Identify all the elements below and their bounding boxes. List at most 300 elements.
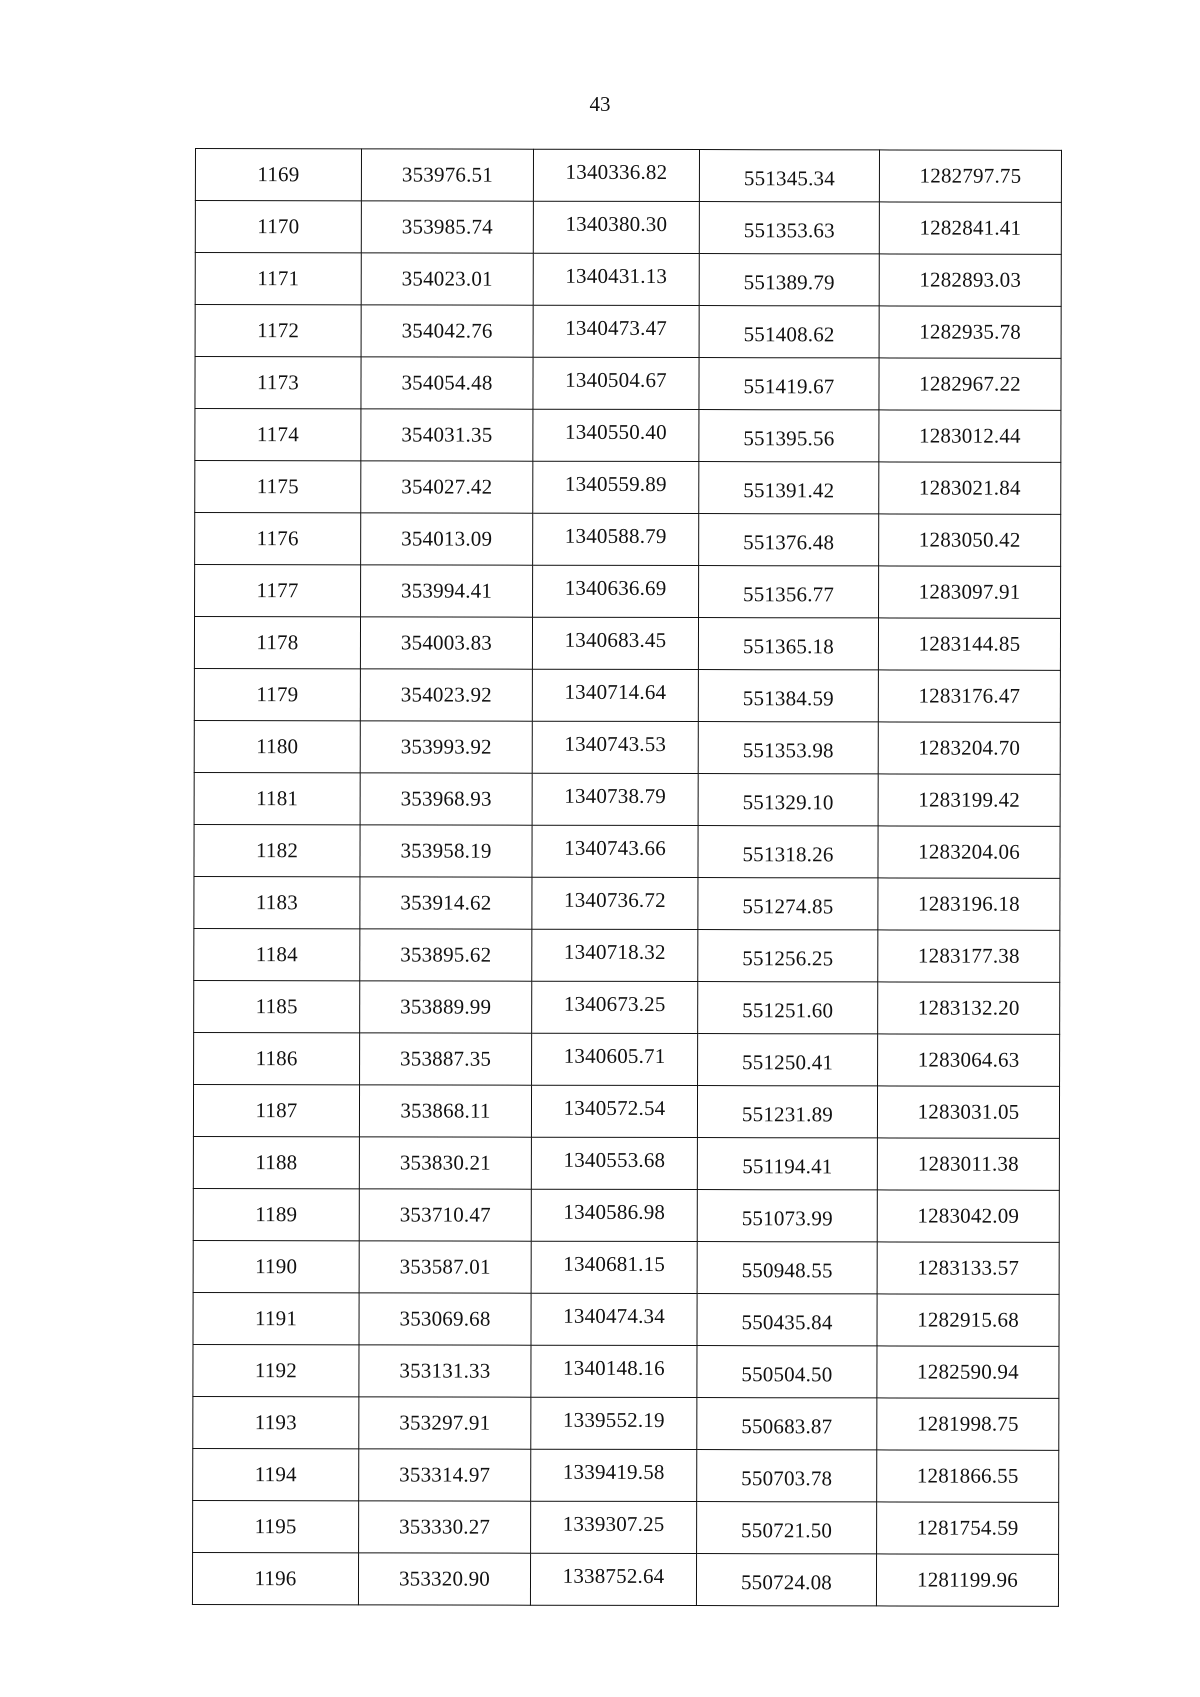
cell-x-coordinate-a bbox=[361, 461, 533, 513]
cell-y-coordinate-b bbox=[877, 1450, 1059, 1502]
cell-text: 1178 bbox=[256, 630, 299, 655]
cell-y-coordinate-b bbox=[877, 1398, 1059, 1450]
cell-text: 1340474.34 bbox=[563, 1303, 665, 1328]
cell-text: 1282935.78 bbox=[919, 319, 1022, 344]
table-row bbox=[193, 1292, 1059, 1346]
cell-x-coordinate-a bbox=[359, 1345, 531, 1397]
cell-text: 551274.85 bbox=[742, 894, 834, 919]
cell-x-coordinate-b bbox=[698, 1034, 878, 1086]
cell-point-id bbox=[193, 1344, 359, 1396]
cell-y-coordinate-b bbox=[877, 1294, 1059, 1346]
cell-text: 1176 bbox=[256, 526, 299, 551]
cell-text: 1184 bbox=[255, 942, 298, 967]
cell-text: 1340586.98 bbox=[563, 1199, 666, 1224]
cell-x-coordinate-b bbox=[699, 358, 879, 410]
cell-point-id bbox=[195, 201, 361, 253]
cell-text: 1340588.79 bbox=[564, 523, 667, 548]
cell-point-id bbox=[195, 305, 361, 357]
cell-y-coordinate-a bbox=[533, 513, 699, 565]
cell-text: 550724.08 bbox=[740, 1570, 833, 1595]
cell-text: 551389.79 bbox=[743, 270, 835, 295]
cell-text: 1340473.47 bbox=[565, 315, 668, 340]
cell-y-coordinate-b bbox=[878, 722, 1060, 774]
cell-text: 353320.90 bbox=[398, 1566, 491, 1591]
cell-text: 551391.42 bbox=[743, 478, 835, 503]
cell-y-coordinate-b bbox=[879, 150, 1061, 202]
cell-y-coordinate-b bbox=[877, 1242, 1059, 1294]
cell-y-coordinate-b bbox=[877, 1086, 1059, 1138]
cell-y-coordinate-a bbox=[533, 149, 699, 201]
cell-point-id bbox=[194, 824, 360, 876]
cell-x-coordinate-b bbox=[699, 306, 879, 358]
table-row bbox=[193, 1084, 1059, 1138]
cell-point-id bbox=[193, 1240, 359, 1292]
cell-text: 1340681.15 bbox=[563, 1251, 666, 1276]
table-row bbox=[194, 772, 1060, 826]
cell-x-coordinate-b bbox=[699, 254, 879, 306]
cell-text: 353914.62 bbox=[400, 890, 492, 915]
table-row bbox=[193, 1188, 1059, 1242]
cell-text: 1340605.71 bbox=[563, 1043, 666, 1068]
cell-y-coordinate-b bbox=[878, 930, 1060, 982]
cell-y-coordinate-a bbox=[533, 253, 699, 305]
cell-text: 550948.55 bbox=[741, 1258, 833, 1283]
cell-y-coordinate-a bbox=[530, 1553, 696, 1605]
cell-x-coordinate-b bbox=[699, 150, 879, 202]
cell-text: 1340683.45 bbox=[564, 627, 667, 652]
cell-text: 1175 bbox=[256, 474, 299, 499]
cell-point-id bbox=[194, 876, 360, 928]
cell-text: 354023.01 bbox=[401, 266, 493, 291]
cell-text: 551318.26 bbox=[742, 842, 834, 867]
cell-text: 1186 bbox=[255, 1046, 298, 1071]
cell-text: 1173 bbox=[256, 370, 300, 395]
cell-text: 353069.68 bbox=[399, 1306, 491, 1331]
cell-text: 1188 bbox=[255, 1150, 298, 1175]
cell-y-coordinate-b bbox=[879, 254, 1061, 306]
cell-text: 551395.56 bbox=[743, 426, 835, 451]
cell-x-coordinate-b bbox=[698, 670, 878, 722]
cell-text: 1281754.59 bbox=[916, 1515, 1019, 1540]
cell-x-coordinate-b bbox=[699, 566, 879, 618]
cell-x-coordinate-b bbox=[697, 1242, 877, 1294]
cell-text: 1193 bbox=[254, 1410, 297, 1435]
cell-text: 1283176.47 bbox=[918, 683, 1021, 708]
cell-text: 550703.78 bbox=[741, 1466, 833, 1491]
cell-text: 1282893.03 bbox=[919, 267, 1022, 292]
cell-text: 353976.51 bbox=[401, 162, 494, 187]
cell-y-coordinate-b bbox=[879, 358, 1061, 410]
table-row bbox=[193, 1500, 1059, 1554]
cell-x-coordinate-a bbox=[359, 1293, 531, 1345]
table-row bbox=[195, 253, 1061, 307]
cell-y-coordinate-a bbox=[532, 929, 698, 981]
cell-text: 353587.01 bbox=[399, 1254, 491, 1279]
coordinate-table-container bbox=[192, 148, 1061, 1607]
cell-text: 1283011.38 bbox=[917, 1151, 1019, 1176]
table-row bbox=[195, 513, 1061, 567]
cell-text: 1192 bbox=[254, 1358, 297, 1383]
cell-text: 1340736.72 bbox=[564, 887, 666, 912]
cell-x-coordinate-b bbox=[698, 722, 878, 774]
cell-text: 1340743.66 bbox=[564, 835, 666, 860]
cell-y-coordinate-b bbox=[878, 982, 1060, 1034]
cell-x-coordinate-a bbox=[361, 513, 533, 565]
cell-y-coordinate-a bbox=[533, 201, 699, 253]
cell-text: 353330.27 bbox=[399, 1514, 491, 1539]
cell-x-coordinate-b bbox=[697, 1398, 877, 1450]
cell-x-coordinate-a bbox=[361, 357, 533, 409]
cell-y-coordinate-a bbox=[532, 877, 698, 929]
cell-point-id bbox=[195, 253, 361, 305]
cell-x-coordinate-a bbox=[359, 1085, 531, 1137]
cell-x-coordinate-a bbox=[359, 1189, 531, 1241]
cell-text: 1340559.89 bbox=[564, 471, 667, 496]
cell-text: 1190 bbox=[255, 1254, 298, 1279]
cell-point-id bbox=[195, 357, 361, 409]
cell-text: 1282590.94 bbox=[917, 1359, 1019, 1384]
cell-y-coordinate-b bbox=[878, 670, 1060, 722]
cell-text: 1174 bbox=[256, 422, 299, 447]
cell-text: 353968.93 bbox=[400, 786, 492, 811]
cell-text: 1339552.19 bbox=[562, 1407, 665, 1432]
cell-y-coordinate-b bbox=[877, 1502, 1059, 1554]
cell-text: 551231.89 bbox=[741, 1102, 834, 1127]
cell-text: 1281866.55 bbox=[916, 1463, 1019, 1488]
cell-text: 1283204.06 bbox=[918, 839, 1020, 864]
cell-text: 1196 bbox=[254, 1566, 297, 1591]
cell-point-id bbox=[194, 772, 360, 824]
cell-x-coordinate-a bbox=[360, 877, 532, 929]
cell-text: 1340550.40 bbox=[565, 419, 667, 444]
cell-x-coordinate-b bbox=[698, 878, 878, 930]
cell-text: 1340714.64 bbox=[564, 679, 667, 704]
cell-x-coordinate-b bbox=[698, 618, 878, 670]
cell-text: 551194.41 bbox=[742, 1154, 833, 1179]
cell-point-id bbox=[195, 149, 361, 201]
cell-text: 550504.50 bbox=[741, 1362, 833, 1387]
cell-text: 353710.47 bbox=[399, 1202, 491, 1227]
cell-point-id bbox=[193, 1500, 359, 1552]
cell-x-coordinate-b bbox=[699, 202, 879, 254]
cell-text: 1177 bbox=[256, 578, 299, 603]
cell-text: 1282797.75 bbox=[919, 163, 1022, 188]
cell-text: 551073.99 bbox=[741, 1206, 833, 1231]
cell-text: 1340431.13 bbox=[565, 263, 668, 288]
cell-text: 1283064.63 bbox=[917, 1047, 1020, 1072]
cell-text: 1339307.25 bbox=[562, 1511, 665, 1536]
cell-text: 1340738.79 bbox=[564, 783, 667, 808]
cell-y-coordinate-a bbox=[531, 1397, 697, 1449]
cell-y-coordinate-b bbox=[879, 410, 1061, 462]
cell-text: 1283144.85 bbox=[918, 631, 1021, 656]
cell-text: 354042.76 bbox=[401, 318, 493, 343]
table-row bbox=[194, 720, 1060, 774]
cell-point-id bbox=[194, 668, 360, 720]
cell-text: 353895.62 bbox=[400, 942, 492, 967]
cell-x-coordinate-a bbox=[361, 201, 533, 253]
cell-text: 353868.11 bbox=[400, 1098, 491, 1123]
cell-text: 550435.84 bbox=[741, 1310, 833, 1335]
cell-text: 1179 bbox=[256, 682, 299, 707]
cell-text: 1340572.54 bbox=[563, 1095, 666, 1120]
cell-text: 1182 bbox=[255, 838, 299, 863]
cell-text: 1283204.70 bbox=[918, 735, 1021, 760]
cell-y-coordinate-a bbox=[531, 1293, 697, 1345]
cell-y-coordinate-b bbox=[878, 618, 1060, 670]
cell-x-coordinate-a bbox=[360, 617, 532, 669]
cell-text: 1283012.44 bbox=[918, 423, 1021, 448]
table-row bbox=[193, 1344, 1059, 1398]
page-number: 43 bbox=[589, 92, 611, 116]
table-row bbox=[195, 305, 1061, 359]
cell-text: 1283097.91 bbox=[918, 579, 1021, 604]
cell-text: 1283196.18 bbox=[918, 891, 1020, 916]
cell-x-coordinate-b bbox=[696, 1554, 876, 1606]
table-row bbox=[192, 1552, 1058, 1606]
table-row bbox=[194, 980, 1060, 1034]
cell-text: 551356.77 bbox=[743, 582, 835, 607]
cell-text: 353314.97 bbox=[399, 1462, 491, 1487]
cell-y-coordinate-b bbox=[878, 774, 1060, 826]
cell-point-id bbox=[194, 1032, 360, 1084]
cell-text: 353887.35 bbox=[400, 1046, 492, 1071]
cell-y-coordinate-b bbox=[877, 1138, 1059, 1190]
cell-text: 551353.98 bbox=[742, 738, 834, 763]
cell-x-coordinate-a bbox=[361, 149, 533, 201]
cell-x-coordinate-a bbox=[361, 253, 533, 305]
cell-text: 1340743.53 bbox=[564, 731, 667, 756]
coordinate-table bbox=[192, 148, 1062, 1607]
cell-y-coordinate-a bbox=[533, 305, 699, 357]
cell-text: 1281199.96 bbox=[916, 1567, 1019, 1592]
cell-point-id bbox=[193, 1136, 359, 1188]
cell-y-coordinate-b bbox=[878, 1034, 1060, 1086]
cell-x-coordinate-a bbox=[359, 1397, 531, 1449]
cell-text: 1189 bbox=[255, 1202, 298, 1227]
cell-y-coordinate-a bbox=[531, 1501, 697, 1553]
cell-y-coordinate-a bbox=[531, 1449, 697, 1501]
cell-y-coordinate-b bbox=[876, 1554, 1058, 1606]
cell-point-id bbox=[193, 1292, 359, 1344]
cell-text: 1195 bbox=[254, 1514, 297, 1539]
cell-text: 1185 bbox=[255, 994, 298, 1019]
cell-text: 353131.33 bbox=[399, 1358, 491, 1383]
cell-text: 353958.19 bbox=[400, 838, 492, 863]
cell-text: 1338752.64 bbox=[562, 1563, 665, 1588]
cell-y-coordinate-a bbox=[532, 721, 698, 773]
cell-y-coordinate-a bbox=[532, 773, 698, 825]
cell-text: 1340380.30 bbox=[565, 211, 668, 236]
cell-text: 354023.92 bbox=[400, 682, 492, 707]
cell-text: 354013.09 bbox=[401, 526, 493, 551]
cell-text: 551365.18 bbox=[742, 634, 835, 659]
cell-text: 551345.34 bbox=[743, 166, 835, 191]
cell-text: 1340718.32 bbox=[563, 939, 666, 964]
cell-x-coordinate-a bbox=[359, 1501, 531, 1553]
cell-y-coordinate-a bbox=[533, 461, 699, 513]
cell-text: 1283021.84 bbox=[918, 475, 1021, 500]
cell-point-id bbox=[193, 1084, 359, 1136]
cell-text: 354027.42 bbox=[401, 474, 493, 499]
table-row bbox=[194, 928, 1060, 982]
cell-text: 1283031.05 bbox=[917, 1099, 1020, 1124]
table-row bbox=[195, 565, 1061, 619]
cell-y-coordinate-a bbox=[532, 1033, 698, 1085]
cell-point-id bbox=[194, 980, 360, 1032]
cell-y-coordinate-a bbox=[531, 1085, 697, 1137]
cell-y-coordinate-b bbox=[879, 566, 1061, 618]
cell-x-coordinate-a bbox=[358, 1553, 530, 1605]
table-row bbox=[195, 201, 1061, 255]
cell-y-coordinate-a bbox=[531, 1345, 697, 1397]
cell-x-coordinate-a bbox=[360, 721, 532, 773]
cell-text: 353994.41 bbox=[401, 578, 493, 603]
cell-text: 1283177.38 bbox=[917, 943, 1020, 968]
cell-text: 551256.25 bbox=[742, 946, 834, 971]
table-row bbox=[194, 824, 1060, 878]
cell-text: 1187 bbox=[255, 1098, 298, 1123]
cell-text: 551376.48 bbox=[743, 530, 835, 555]
cell-x-coordinate-a bbox=[360, 773, 532, 825]
cell-point-id bbox=[195, 409, 361, 461]
cell-x-coordinate-a bbox=[359, 1137, 531, 1189]
table-row bbox=[194, 1032, 1060, 1086]
cell-text: 1340148.16 bbox=[563, 1355, 665, 1380]
cell-y-coordinate-b bbox=[879, 306, 1061, 358]
cell-y-coordinate-b bbox=[879, 202, 1061, 254]
cell-text: 1194 bbox=[254, 1462, 297, 1487]
cell-point-id bbox=[192, 1552, 358, 1604]
cell-x-coordinate-b bbox=[697, 1190, 877, 1242]
cell-text: 1282841.41 bbox=[919, 215, 1022, 240]
cell-x-coordinate-a bbox=[361, 409, 533, 461]
cell-text: 1281998.75 bbox=[916, 1411, 1019, 1436]
cell-x-coordinate-b bbox=[699, 514, 879, 566]
cell-y-coordinate-b bbox=[879, 514, 1061, 566]
table-row bbox=[194, 876, 1060, 930]
cell-point-id bbox=[194, 720, 360, 772]
cell-y-coordinate-a bbox=[532, 981, 698, 1033]
cell-text: 1282967.22 bbox=[919, 371, 1021, 396]
cell-y-coordinate-a bbox=[531, 1137, 697, 1189]
cell-text: 551329.10 bbox=[742, 790, 834, 815]
table-row bbox=[195, 461, 1061, 515]
cell-text: 1169 bbox=[257, 162, 300, 187]
table-row bbox=[195, 149, 1061, 203]
cell-x-coordinate-a bbox=[360, 929, 532, 981]
cell-x-coordinate-b bbox=[697, 1294, 877, 1346]
cell-x-coordinate-b bbox=[699, 462, 879, 514]
cell-text: 353985.74 bbox=[401, 214, 493, 239]
cell-x-coordinate-a bbox=[360, 825, 532, 877]
table-row bbox=[193, 1396, 1059, 1450]
cell-text: 353889.99 bbox=[400, 994, 492, 1019]
cell-y-coordinate-b bbox=[877, 1346, 1059, 1398]
cell-x-coordinate-a bbox=[361, 305, 533, 357]
cell-y-coordinate-a bbox=[533, 409, 699, 461]
cell-point-id bbox=[195, 513, 361, 565]
cell-text: 550721.50 bbox=[741, 1518, 833, 1543]
cell-x-coordinate-b bbox=[697, 1086, 877, 1138]
cell-text: 551250.41 bbox=[742, 1050, 834, 1075]
cell-x-coordinate-a bbox=[360, 1033, 532, 1085]
cell-text: 1340336.82 bbox=[565, 159, 668, 184]
cell-text: 1283050.42 bbox=[918, 527, 1021, 552]
cell-y-coordinate-a bbox=[532, 669, 698, 721]
cell-y-coordinate-a bbox=[531, 1241, 697, 1293]
cell-point-id bbox=[194, 617, 360, 669]
cell-text: 354003.83 bbox=[400, 630, 493, 655]
table-row bbox=[193, 1240, 1059, 1294]
cell-point-id bbox=[194, 928, 360, 980]
cell-text: 353297.91 bbox=[399, 1410, 491, 1435]
cell-text: 551251.60 bbox=[742, 998, 834, 1023]
cell-text: 551384.59 bbox=[742, 686, 834, 711]
cell-text: 1283042.09 bbox=[917, 1203, 1020, 1228]
cell-y-coordinate-b bbox=[878, 878, 1060, 930]
cell-point-id bbox=[195, 565, 361, 617]
cell-text: 551408.62 bbox=[743, 322, 835, 347]
table-row bbox=[193, 1448, 1059, 1502]
cell-x-coordinate-a bbox=[359, 1241, 531, 1293]
table-row bbox=[195, 409, 1061, 463]
table-row bbox=[193, 1136, 1059, 1190]
cell-x-coordinate-b bbox=[698, 930, 878, 982]
cell-x-coordinate-b bbox=[698, 826, 878, 878]
cell-text: 1180 bbox=[256, 734, 299, 759]
cell-point-id bbox=[193, 1396, 359, 1448]
cell-text: 550683.87 bbox=[741, 1414, 833, 1439]
cell-text: 353830.21 bbox=[399, 1150, 491, 1175]
cell-y-coordinate-a bbox=[532, 825, 698, 877]
cell-text: 1340673.25 bbox=[563, 991, 666, 1016]
cell-x-coordinate-b bbox=[697, 1138, 877, 1190]
cell-text: 1340553.68 bbox=[563, 1147, 666, 1172]
cell-text: 1171 bbox=[257, 266, 300, 291]
cell-x-coordinate-a bbox=[359, 1449, 531, 1501]
cell-y-coordinate-b bbox=[878, 826, 1060, 878]
cell-point-id bbox=[195, 461, 361, 513]
cell-y-coordinate-b bbox=[877, 1190, 1059, 1242]
cell-text: 1283132.20 bbox=[917, 995, 1020, 1020]
cell-x-coordinate-b bbox=[699, 410, 879, 462]
cell-text: 1172 bbox=[257, 318, 300, 343]
cell-text: 353993.92 bbox=[400, 734, 492, 759]
table-row bbox=[194, 617, 1060, 671]
cell-x-coordinate-b bbox=[697, 1346, 877, 1398]
cell-text: 551419.67 bbox=[743, 374, 835, 399]
cell-text: 354054.48 bbox=[401, 370, 493, 395]
cell-point-id bbox=[193, 1448, 359, 1500]
cell-text: 1283199.42 bbox=[918, 787, 1021, 812]
cell-x-coordinate-b bbox=[697, 1450, 877, 1502]
cell-x-coordinate-a bbox=[361, 565, 533, 617]
cell-y-coordinate-a bbox=[532, 617, 698, 669]
cell-text: 1170 bbox=[257, 214, 300, 239]
cell-y-coordinate-b bbox=[879, 462, 1061, 514]
cell-text: 1340636.69 bbox=[564, 575, 667, 600]
cell-x-coordinate-a bbox=[360, 669, 532, 721]
cell-text: 1191 bbox=[255, 1306, 298, 1331]
cell-y-coordinate-a bbox=[533, 565, 699, 617]
cell-x-coordinate-b bbox=[698, 982, 878, 1034]
cell-point-id bbox=[193, 1188, 359, 1240]
cell-x-coordinate-b bbox=[698, 774, 878, 826]
table-row bbox=[194, 668, 1060, 722]
cell-text: 1340504.67 bbox=[565, 367, 667, 392]
cell-y-coordinate-a bbox=[531, 1189, 697, 1241]
